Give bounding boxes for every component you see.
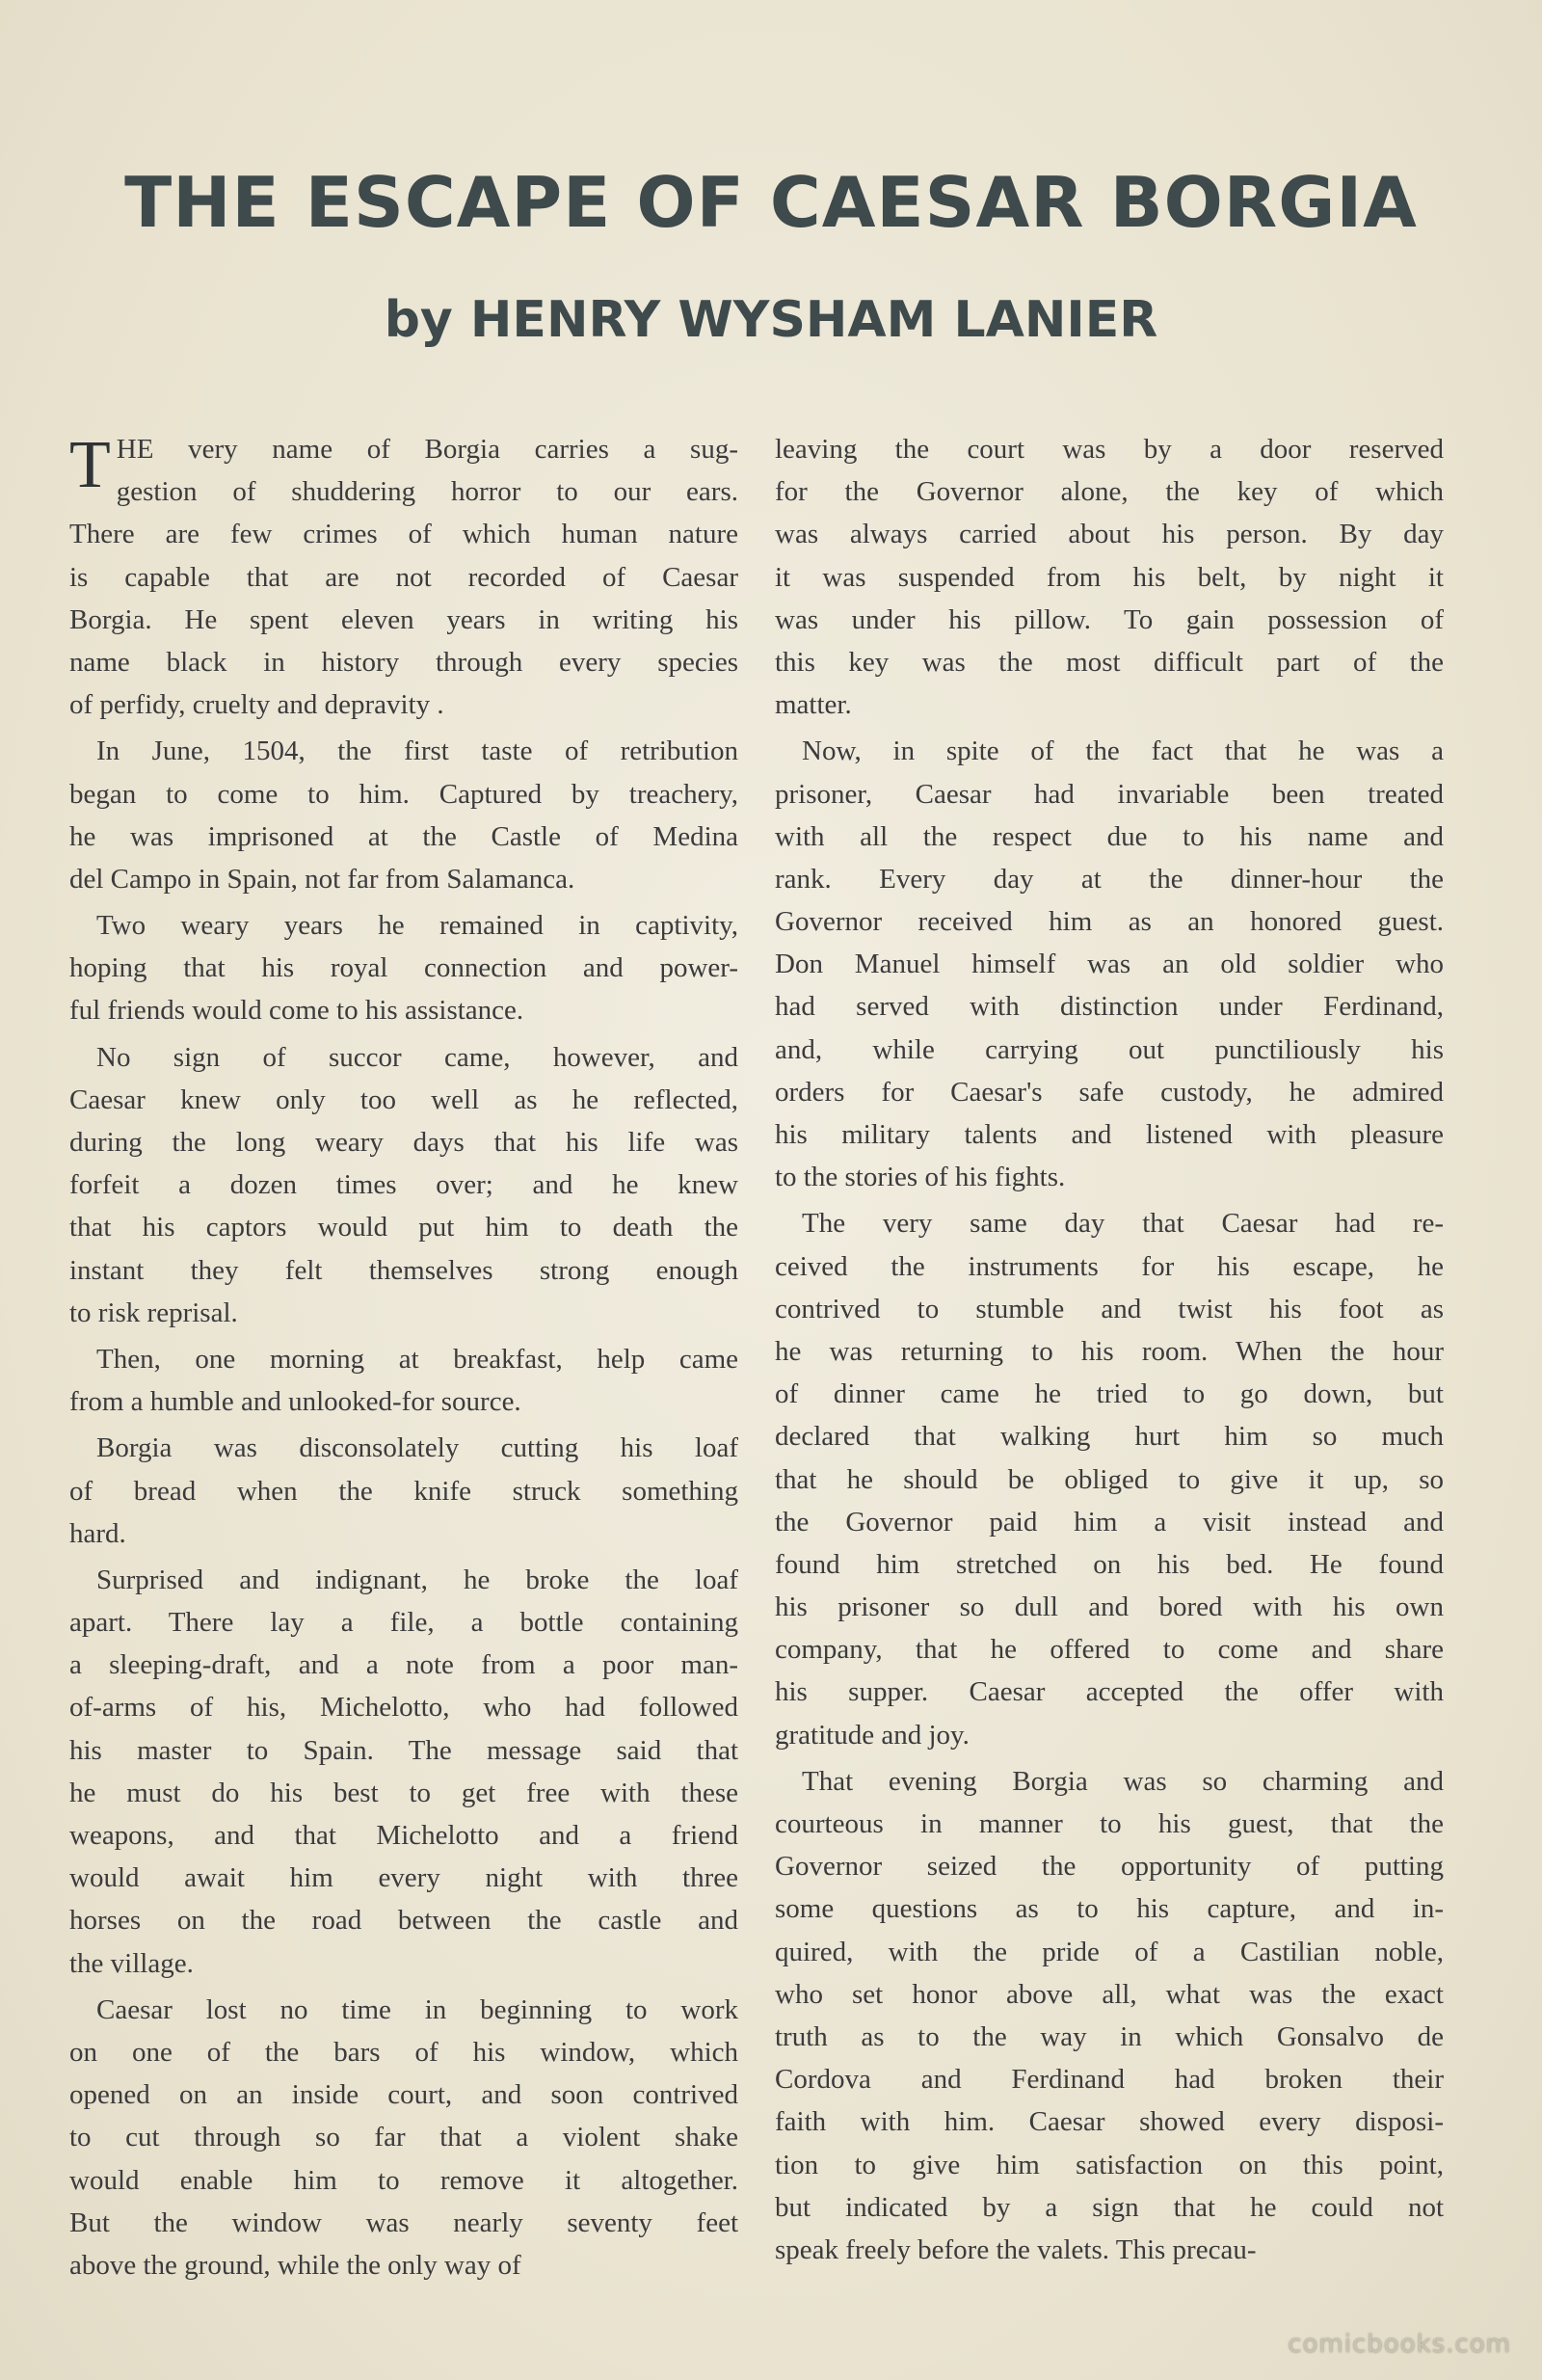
text-line: gratitude and joy.	[775, 1719, 970, 1751]
text-line: of-arms of his, Michelotto, who had followed	[69, 1692, 738, 1724]
text-line: The very same day that Caesar had re-	[802, 1208, 1444, 1240]
text-line: quired, with the pride of a Castilian noble,	[775, 1936, 1444, 1967]
paragraph	[775, 428, 1444, 726]
text-line: his master to Spain. The message said that	[69, 1734, 738, 1766]
text-line: orders for Caesar's safe custody, he admired	[775, 1076, 1444, 1108]
text-line: would enable him to remove it altogether.	[69, 2164, 738, 2196]
text-line: HE very name of Borgia carries a sug-	[116, 434, 738, 465]
text-line: began to come to him. Captured by treachery,	[69, 778, 738, 810]
text-line: rank. Every day at the dinner-hour the	[775, 863, 1444, 895]
text-line: Two weary years he remained in captivity,	[96, 910, 738, 942]
text-line: from a humble and unlooked-for source.	[69, 1386, 521, 1418]
site-watermark: comicbooks.com	[1288, 2330, 1511, 2359]
text-line: he must do his best to get free with these	[69, 1777, 738, 1808]
text-line: contrived to stumble and twist his foot as	[775, 1293, 1444, 1324]
text-line: Borgia. He spent eleven years in writing his	[69, 603, 738, 635]
text-line: name black in history through every species	[69, 646, 738, 678]
text-line: Caesar lost no time in beginning to work	[96, 1993, 738, 2025]
text-line: was always carried about his person. By day	[775, 519, 1444, 550]
text-line: during the long weary days that his life was	[69, 1127, 738, 1158]
text-line: would await him every night with three	[69, 1862, 738, 1894]
paragraph	[775, 1760, 1444, 2271]
author-byline: by HENRY WYSHAM LANIER	[384, 291, 1158, 349]
paragraph	[775, 730, 1444, 1198]
text-line: truth as to the way in which Gonsalvo de	[775, 2020, 1444, 2052]
right-column	[775, 428, 1444, 2271]
paragraph	[775, 1202, 1444, 1755]
text-line: hoping that his royal connection and power-	[69, 952, 738, 984]
paragraph	[69, 1559, 738, 1985]
text-line: but indicated by a sign that he could not	[775, 2191, 1444, 2223]
paragraph	[69, 1036, 738, 1334]
text-line: declared that walking hurt him so much	[775, 1421, 1444, 1453]
text-line: instant they felt themselves strong enough	[69, 1254, 738, 1286]
text-line: weapons, and that Michelotto and a friend	[69, 1820, 738, 1851]
text-line: above the ground, while the only way of	[69, 2249, 521, 2281]
story-title: THE ESCAPE OF CAESAR BORGIA	[124, 162, 1418, 243]
text-line: the village.	[69, 1947, 194, 1979]
text-line: Surprised and indignant, he broke the loaf	[96, 1564, 738, 1595]
text-line: that he should be obliged to give it up, so	[775, 1463, 1444, 1495]
text-line: There are few crimes of which human nature	[69, 519, 738, 550]
paragraph	[69, 428, 738, 726]
text-line: had served with distinction under Ferdinand,	[775, 991, 1444, 1023]
text-line: it was suspended from his belt, by night it	[775, 561, 1444, 593]
text-line: his supper. Caesar accepted the offer with	[775, 1676, 1444, 1708]
text-line: his prisoner so dull and bored with his own	[775, 1591, 1444, 1623]
text-line: Then, one morning at breakfast, help came	[96, 1343, 738, 1375]
text-line: to risk reprisal.	[69, 1297, 238, 1328]
text-line: his military talents and listened with pleasure	[775, 1119, 1444, 1150]
text-line: That evening Borgia was so charming and	[802, 1765, 1444, 1797]
text-line: found him stretched on his bed. He found	[775, 1548, 1444, 1580]
text-line: gestion of shuddering horror to our ears.	[116, 476, 738, 508]
text-line: apart. There lay a file, a bottle containing	[69, 1607, 738, 1639]
text-line: on one of the bars of his window, which	[69, 2036, 738, 2068]
text-line: courteous in manner to his guest, that the	[775, 1808, 1444, 1839]
text-line: But the window was nearly seventy feet	[69, 2206, 738, 2238]
text-line: and, while carrying out punctiliously his	[775, 1033, 1444, 1065]
text-line: ful friends would come to his assistance.	[69, 995, 524, 1027]
text-line: with all the respect due to his name and	[775, 820, 1444, 852]
text-line: of dinner came he tried to go down, but	[775, 1378, 1444, 1410]
paragraph	[69, 1427, 738, 1555]
text-line: Borgia was disconsolately cutting his loaf	[96, 1432, 738, 1464]
text-line: he was imprisoned at the Castle of Medina	[69, 820, 738, 852]
text-line: Don Manuel himself was an old soldier who	[775, 949, 1444, 980]
text-line: forfeit a dozen times over; and he knew	[69, 1169, 738, 1201]
text-line: prisoner, Caesar had invariable been treated	[775, 778, 1444, 810]
text-line: company, that he offered to come and share	[775, 1634, 1444, 1666]
text-line: this key was the most difficult part of the	[775, 646, 1444, 678]
text-line: Governor received him as an honored guest.	[775, 906, 1444, 938]
text-line: a sleeping-draft, and a note from a poor man-	[69, 1649, 738, 1681]
left-column	[69, 428, 738, 2286]
text-line: leaving the court was by a door reserved	[775, 434, 1444, 465]
text-line: is capable that are not recorded of Caesar	[69, 561, 738, 593]
text-line: hard.	[69, 1517, 126, 1549]
text-line: opened on an inside court, and soon contrived	[69, 2079, 738, 2111]
text-line: speak freely before the valets. This precau-	[775, 2233, 1257, 2265]
text-line: Governor seized the opportunity of putting	[775, 1851, 1444, 1883]
text-line: that his captors would put him to death the	[69, 1212, 738, 1243]
text-line: to the stories of his fights.	[775, 1162, 1066, 1193]
text-line: for the Governor alone, the key of which	[775, 476, 1444, 508]
text-line: tion to give him satisfaction on this point,	[775, 2149, 1444, 2180]
paragraph	[69, 904, 738, 1032]
text-line: In June, 1504, the first taste of retribution	[96, 735, 738, 767]
text-line: ceived the instruments for his escape, he	[775, 1250, 1444, 1282]
text-line: he was returning to his room. When the hour	[775, 1335, 1444, 1367]
text-line: some questions as to his capture, and in-	[775, 1893, 1444, 1925]
text-line: was under his pillow. To gain possession of	[775, 603, 1444, 635]
text-line: the Governor paid him a visit instead and	[775, 1506, 1444, 1538]
text-line: who set honor above all, what was the exact	[775, 1978, 1444, 2010]
text-line: of bread when the knife struck something	[69, 1475, 738, 1507]
text-line: horses on the road between the castle and	[69, 1905, 738, 1937]
text-line: faith with him. Caesar showed every disposi-	[775, 2106, 1444, 2138]
text-line: No sign of succor came, however, and	[96, 1041, 738, 1073]
paragraph	[69, 730, 738, 900]
text-line: Cordova and Ferdinand had broken their	[775, 2064, 1444, 2096]
text-line: del Campo in Spain, not far from Salamanca.	[69, 863, 575, 895]
drop-cap: T	[69, 428, 111, 502]
text-line: to cut through so far that a violent shake	[69, 2122, 738, 2153]
paragraph	[69, 1338, 738, 1423]
text-line: of perfidy, cruelty and depravity .	[69, 689, 444, 721]
paragraph	[69, 1989, 738, 2286]
text-line: Caesar knew only too well as he reflected,	[69, 1083, 738, 1115]
text-line: matter.	[775, 689, 852, 721]
text-line: Now, in spite of the fact that he was a	[802, 735, 1444, 767]
